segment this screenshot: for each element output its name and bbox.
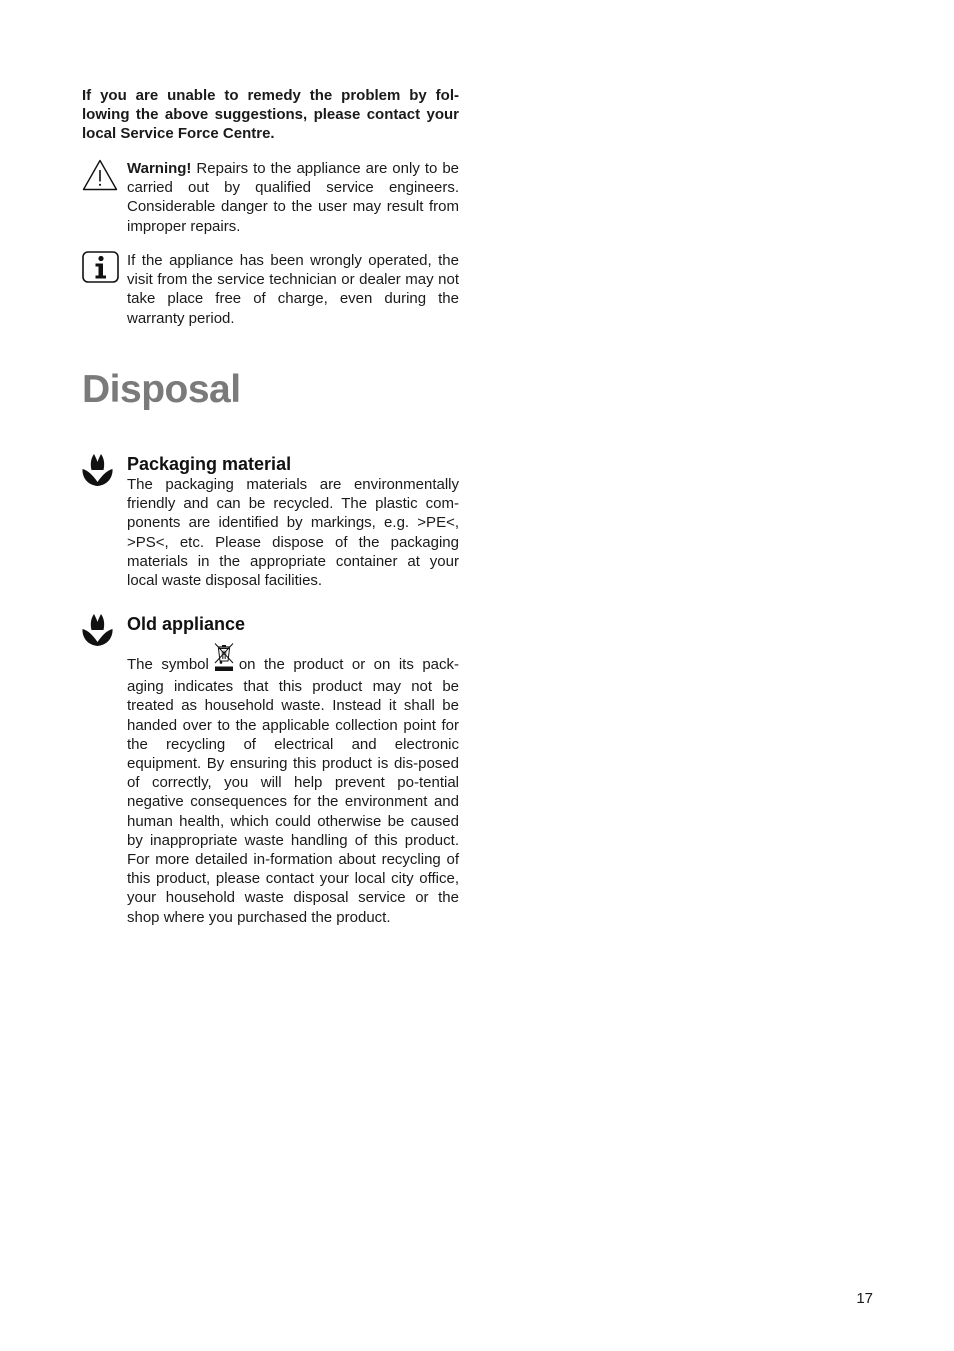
- warning-triangle-icon: [82, 159, 118, 196]
- old-appliance-text-before: The symbol: [127, 656, 209, 673]
- warning-text: [127, 159, 459, 236]
- page-number: 17: [856, 1290, 873, 1307]
- info-text: If the appliance has been wrongly operated, the visit from the service technician or dealer may not take place free of charge, even during the warranty period.: [127, 252, 459, 327]
- environment-flower-icon: [82, 613, 113, 652]
- warning-label: Warning!: [127, 160, 192, 177]
- old-appliance-text-after: on the product or on its pack-aging indicates that this product may not be treated as household waste. Instead it shall be handed over to the applicable collection point for the recycling of electrical and electronic equipment. By ensuring this product is dis-posed of correctly, you will help prevent po-tential negative consequences for the environment and human health, which could otherwise be caused by inappropriate waste handling of this product. For more detailed in-formation about recycling of this product, please contact your local city office, your household waste disposal service or the shop where you purchased the product.: [127, 656, 459, 926]
- old-appliance-text: [127, 642, 459, 927]
- old-appliance-heading: Old appliance: [127, 614, 246, 634]
- environment-flower-icon: [82, 453, 113, 492]
- info-icon: [82, 251, 119, 288]
- warning-note: [82, 159, 459, 236]
- crossed-out-wheelie-bin-icon: [212, 642, 236, 677]
- warning-body: Repairs to the appliance are only to be carried out by qualified service engineers. Considerable danger to the user may result from improper repairs.: [127, 160, 459, 235]
- packaging-heading: Packaging material: [127, 454, 292, 474]
- page-title: Disposal: [82, 368, 241, 411]
- old-appliance-section: [82, 613, 459, 927]
- packaging-text: The packaging materials are environmentally friendly and can be recycled. The plastic com-ponents are identified by markings, e.g. >PE<, >PS<, etc. Please dispose of the packaging materials in the appropriate container at your local waste disposal facilities.: [127, 476, 459, 590]
- intro-paragraph: If you are unable to remedy the problem by fol-lowing the above suggestions, please contact your local Service Force Centre.: [82, 87, 459, 143]
- info-note: [82, 251, 459, 328]
- packaging-section: [82, 453, 459, 590]
